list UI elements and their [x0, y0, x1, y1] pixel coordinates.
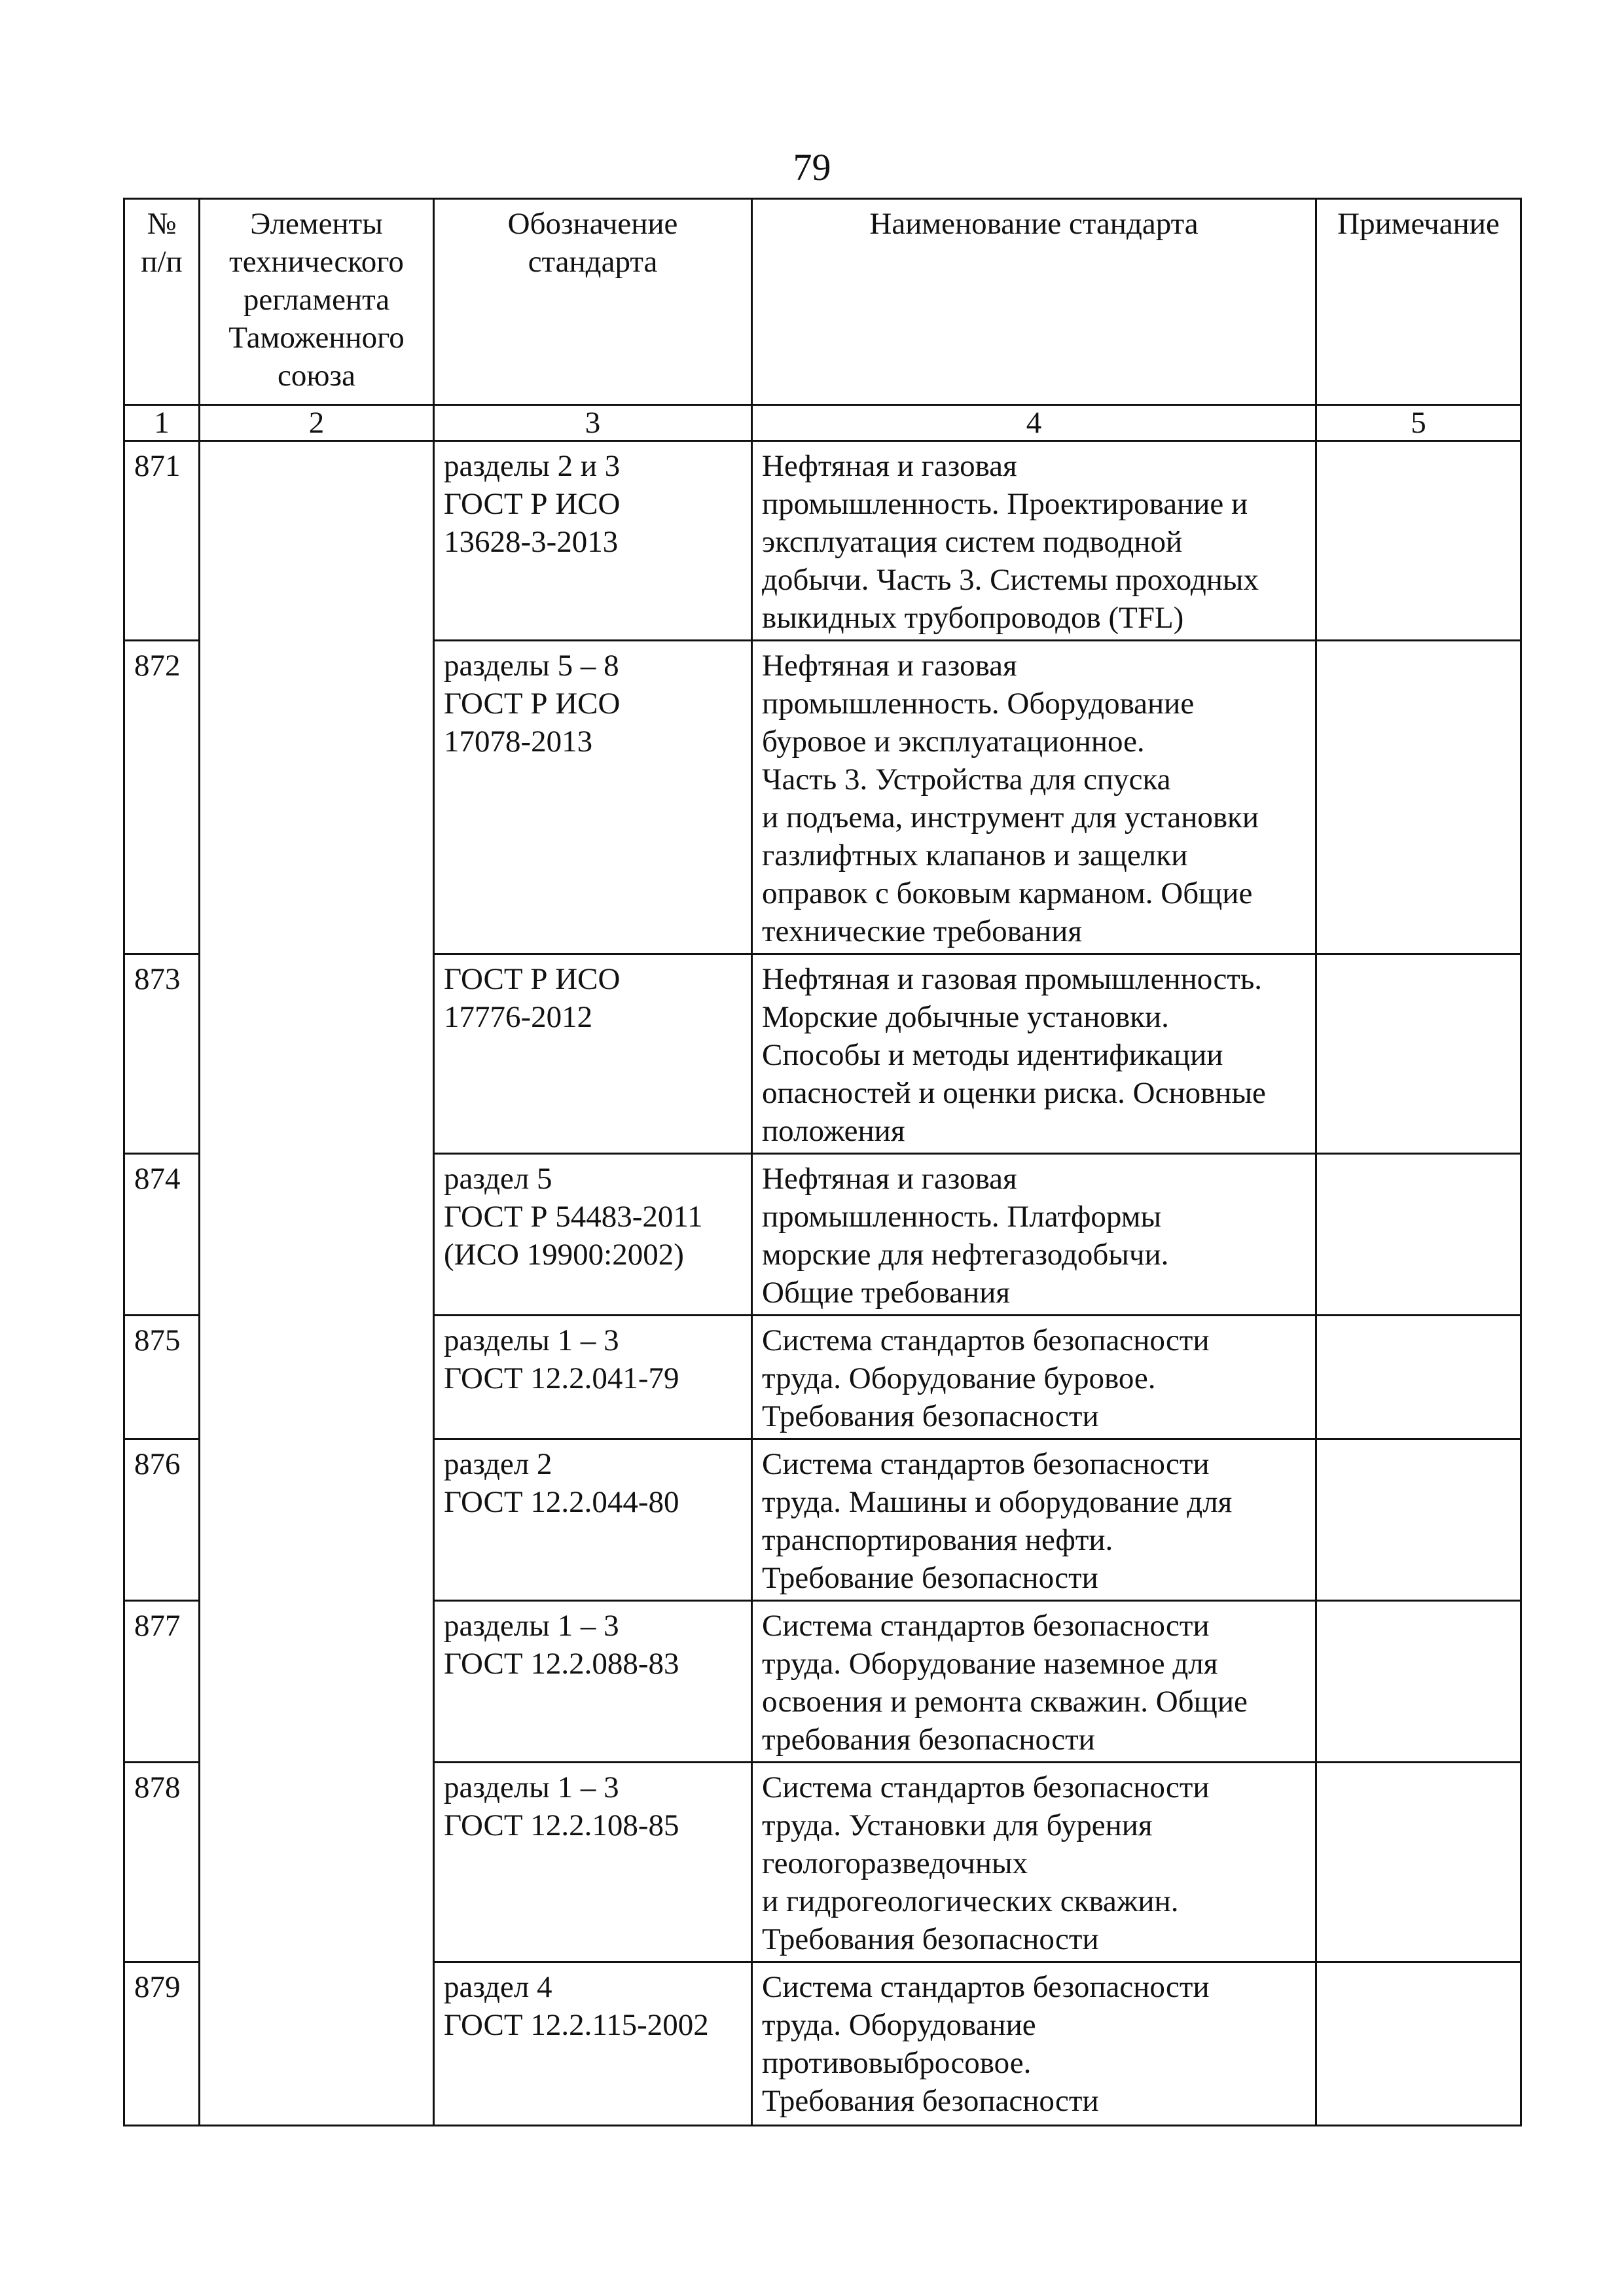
note-cell — [1316, 1154, 1521, 1316]
note-cell — [1316, 1763, 1521, 1962]
standard-designation-text: разделы 1 – 3 ГОСТ 12.2.088-83 — [444, 1609, 679, 1681]
row-number: 876 — [124, 1439, 200, 1601]
standard-designation — [434, 1439, 752, 1601]
standard-designation — [434, 441, 752, 641]
standard-name-text: Система стандартов безопасности труда. Установки для бурения геологоразведочных и гидрогеологических скважин. Требования безопасности — [762, 1770, 1210, 1956]
row-number: 872 — [124, 641, 200, 954]
row-number: 874 — [124, 1154, 200, 1316]
standard-name — [752, 441, 1316, 641]
note-cell — [1316, 1601, 1521, 1763]
note-cell — [1316, 441, 1521, 641]
page-number: 79 — [793, 146, 831, 188]
note-cell — [1316, 1962, 1521, 2126]
standard-name-text: Система стандартов безопасности труда. Машины и оборудование для транспортирования нефти. Требование безопасности — [762, 1447, 1233, 1595]
header-num — [124, 199, 200, 405]
standard-designation — [434, 1316, 752, 1439]
standard-name — [752, 1439, 1316, 1601]
standard-designation — [434, 1962, 752, 2126]
standard-name-text: Система стандартов безопасности труда. Оборудование наземное для освоения и ремонта скважин. Общие требования безопасности — [762, 1609, 1248, 1757]
column-number: 3 — [434, 405, 752, 441]
column-number-row — [124, 405, 1521, 441]
standard-name-text: Система стандартов безопасности труда. Оборудование буровое. Требования безопасности — [762, 1323, 1210, 1433]
header-designation-text: Обозначение стандарта — [507, 207, 678, 279]
standard-name-text: Нефтяная и газовая промышленность. Морские добычные установки. Способы и методы идентификации опасностей и оценки риска. Основные положения — [762, 962, 1266, 1148]
row-number: 879 — [124, 1962, 200, 2126]
column-number: 4 — [752, 405, 1316, 441]
header-elements-text: Элементы технического регламента Таможенного союза — [228, 207, 405, 393]
row-number: 877 — [124, 1601, 200, 1763]
header-elements — [200, 199, 434, 405]
row-number: 873 — [124, 954, 200, 1154]
standard-name — [752, 1316, 1316, 1439]
standard-designation-text: раздел 2 ГОСТ 12.2.044-80 — [444, 1447, 679, 1519]
row-number: 871 — [124, 441, 200, 641]
standard-designation-text: разделы 1 – 3 ГОСТ 12.2.108-85 — [444, 1770, 679, 1842]
standard-name-text: Система стандартов безопасности труда. Оборудование противовыбросовое. Требования безопасности — [762, 1970, 1210, 2118]
standard-name — [752, 1962, 1316, 2126]
header-name-text: Наименование стандарта — [869, 207, 1199, 241]
header-num-text: № п/п — [141, 207, 183, 279]
note-cell — [1316, 641, 1521, 954]
header-name — [752, 199, 1316, 405]
standard-designation-text: разделы 2 и 3 ГОСТ Р ИСО 13628-3-2013 — [444, 449, 621, 559]
row-number: 875 — [124, 1316, 200, 1439]
standard-designation — [434, 641, 752, 954]
standard-designation-text: разделы 5 – 8 ГОСТ Р ИСО 17078-2013 — [444, 649, 621, 759]
standard-name — [752, 1154, 1316, 1316]
note-cell — [1316, 954, 1521, 1154]
table-header-row — [124, 199, 1521, 405]
standard-designation — [434, 1154, 752, 1316]
standard-designation — [434, 954, 752, 1154]
standard-name — [752, 641, 1316, 954]
column-number: 5 — [1316, 405, 1521, 441]
row-number: 878 — [124, 1763, 200, 1962]
standard-name — [752, 1601, 1316, 1763]
header-note-text: Примечание — [1337, 207, 1500, 241]
standards-table — [123, 198, 1522, 2126]
standard-name — [752, 1763, 1316, 1962]
header-note — [1316, 199, 1521, 405]
standard-designation-text: раздел 5 ГОСТ Р 54483-2011 (ИСО 19900:2002) — [444, 1162, 703, 1272]
standard-name-text: Нефтяная и газовая промышленность. Оборудование буровое и эксплуатационное. Часть 3. Устройства для спуска и подъема, инструмент для установки газлифтных клапанов и защелки оправок с боковым карманом. Общие технические требования — [762, 649, 1259, 948]
column-number: 2 — [200, 405, 434, 441]
standard-name-text: Нефтяная и газовая промышленность. Проектирование и эксплуатация систем подводной добычи. Часть 3. Системы проходных выкидных трубопроводов (TFL) — [762, 449, 1259, 635]
standard-name-text: Нефтяная и газовая промышленность. Платформы морские для нефтегазодобычи. Общие требования — [762, 1162, 1169, 1310]
note-cell — [1316, 1316, 1521, 1439]
standard-designation-text: разделы 1 – 3 ГОСТ 12.2.041-79 — [444, 1323, 679, 1395]
standard-name — [752, 954, 1316, 1154]
note-cell — [1316, 1439, 1521, 1601]
standard-designation-text: ГОСТ Р ИСО 17776-2012 — [444, 962, 621, 1034]
standard-designation-text: раздел 4 ГОСТ 12.2.115-2002 — [444, 1970, 709, 2042]
standard-designation — [434, 1763, 752, 1962]
header-designation — [434, 199, 752, 405]
standard-designation — [434, 1601, 752, 1763]
table-row — [124, 441, 1521, 641]
column-number: 1 — [124, 405, 200, 441]
regulation-elements-cell — [200, 441, 434, 2126]
